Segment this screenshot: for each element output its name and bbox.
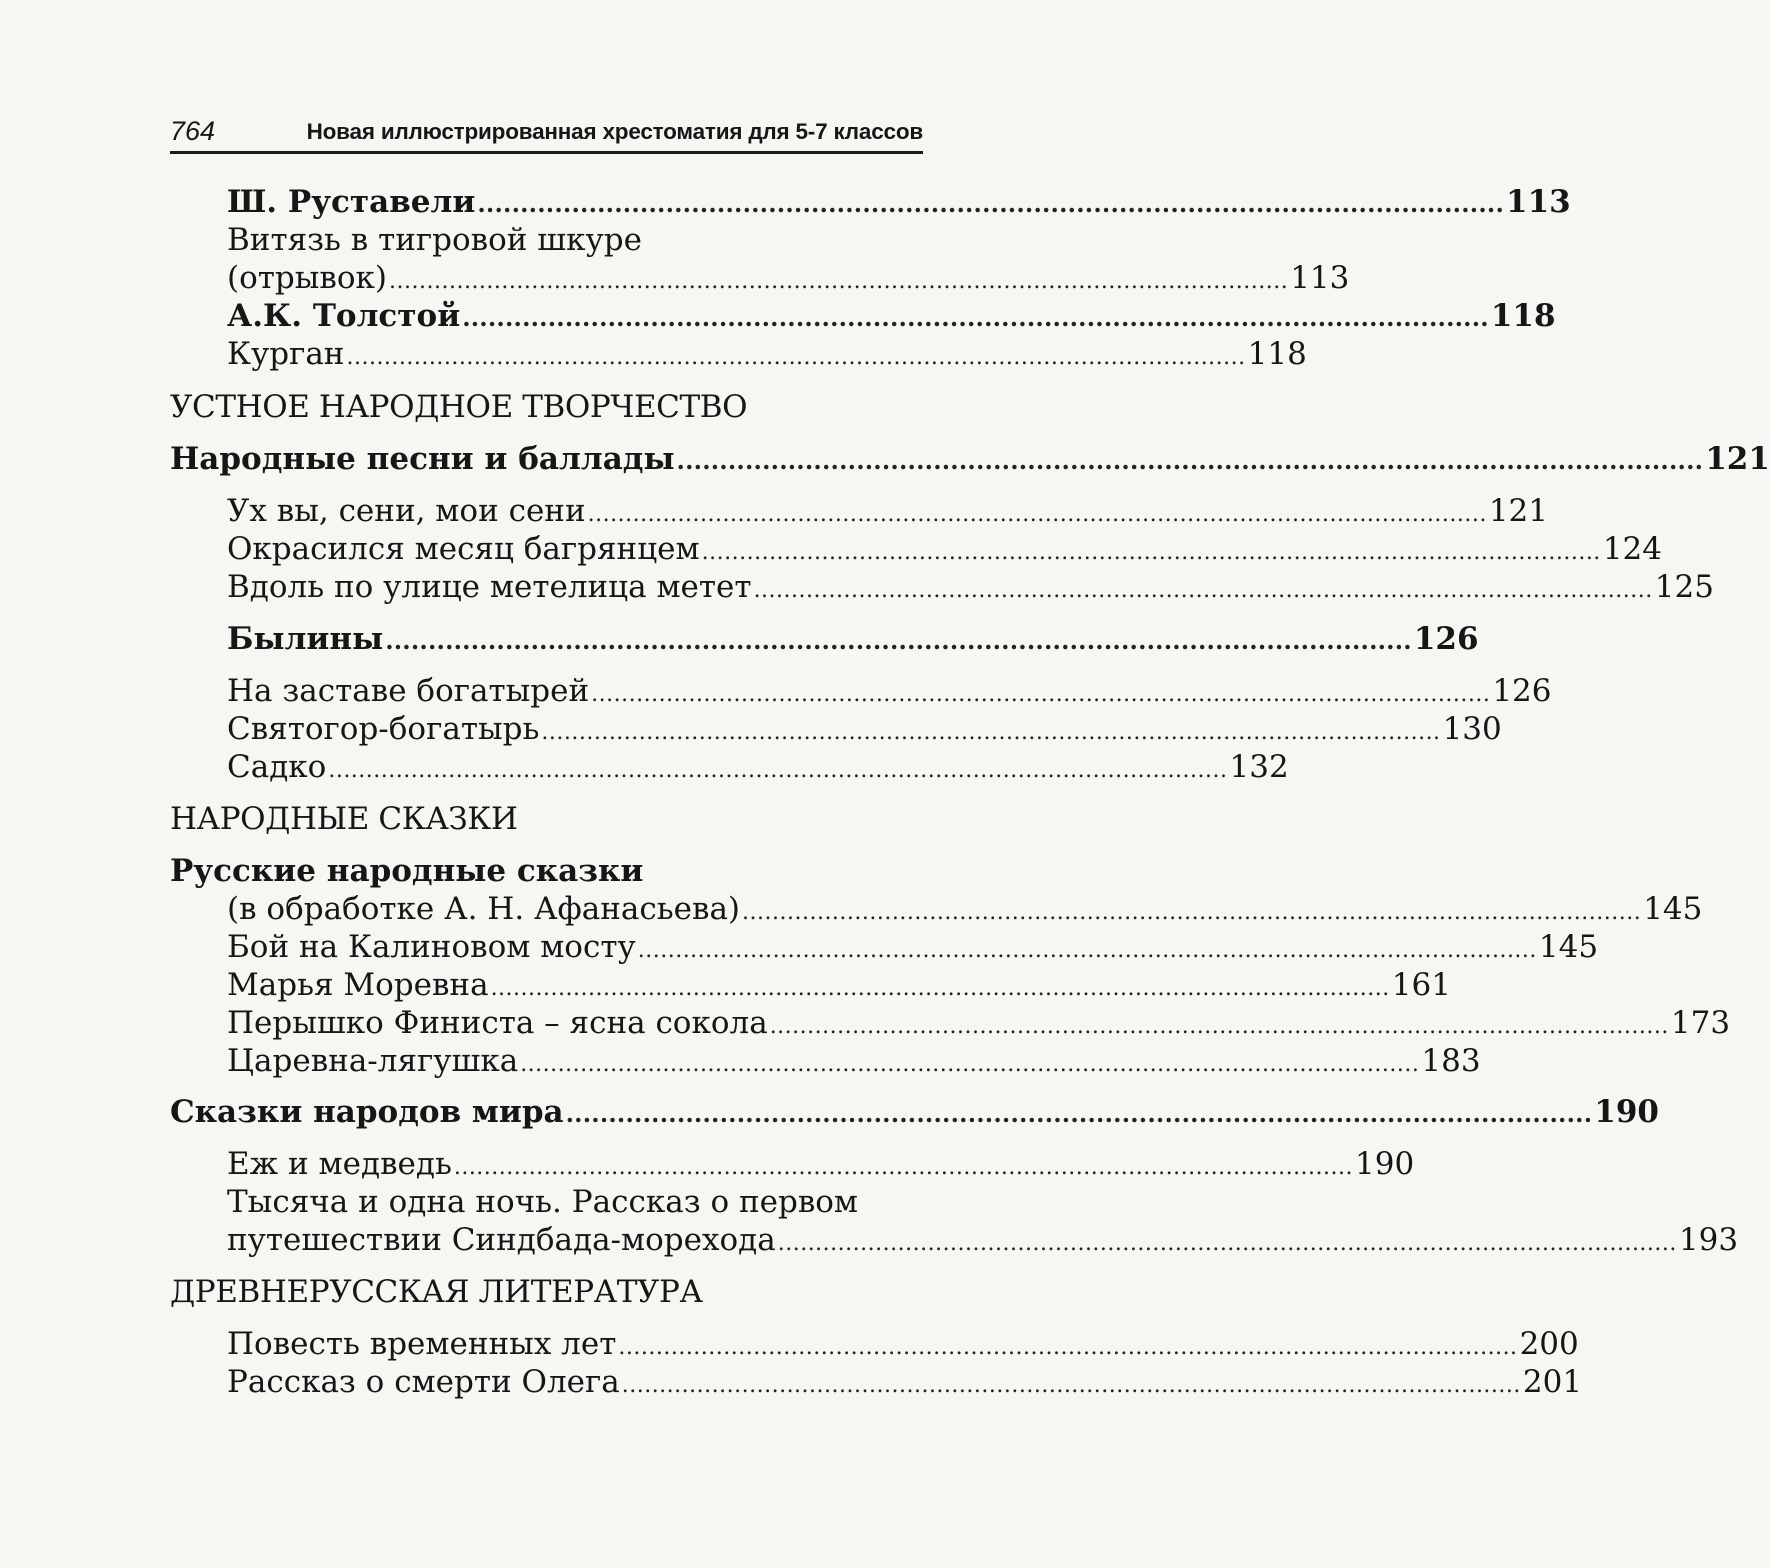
toc-entry-page: 145 [1643, 891, 1703, 927]
toc-entry-title: Рассказ о смерти Олега [227, 1364, 620, 1400]
toc-entry-page: 161 [1391, 967, 1451, 1003]
toc-entry-page: 200 [1519, 1326, 1579, 1362]
dot-leader: ........................................................................................................................ [462, 303, 1489, 332]
dot-leader: ........................................................................................................................ [490, 976, 1390, 1001]
toc-entry-title: Бой на Калиновом мосту [227, 929, 636, 965]
toc-entry-page: 173 [1670, 1005, 1731, 1041]
dot-leader: ........................................................................................................................ [328, 758, 1228, 783]
page-header [170, 114, 923, 154]
toc-entry-page: 124 [1602, 531, 1662, 567]
toc-entry-title-line[interactable]: Витязь в тигровой шкуре [227, 222, 642, 258]
toc-entry-povest-vremennykh-let[interactable] [227, 1324, 1579, 1364]
toc-entry-title: Повесть временных лет [227, 1326, 617, 1362]
toc-entry-title: Марья Моревна [227, 967, 489, 1003]
dot-leader: ........................................................................................................................ [591, 682, 1491, 707]
toc-entry-title: (в обработке А. Н. Афанасьева) [227, 891, 741, 927]
dot-leader: ........................................................................................................................ [637, 938, 1537, 963]
toc-entry-page: 118 [1247, 336, 1307, 372]
toc-entry-finist[interactable] [227, 1003, 1731, 1043]
toc-entry-page: 193 [1678, 1222, 1739, 1258]
dot-leader: ........................................................................................................................ [520, 1052, 1420, 1077]
toc-entry-title: Былины [227, 621, 384, 657]
toc-entry-title: Народные песни и баллады [170, 441, 675, 477]
toc-entry-ezh-i-medved[interactable] [227, 1144, 1415, 1184]
toc-entry-marya-morevna[interactable] [227, 965, 1451, 1005]
toc-entry-title: А.К. Толстой [227, 298, 461, 334]
toc-entry-title: Ух вы, сени, мои сени [227, 493, 586, 529]
toc-entry-page: 190 [1594, 1094, 1659, 1130]
toc-entry-na-zastave[interactable] [227, 671, 1552, 711]
toc-entry-title: (отрывок) [227, 260, 388, 296]
toc-entry-sadko[interactable] [227, 747, 1289, 787]
dot-leader: ........................................................................................................................ [618, 1335, 1518, 1360]
toc-entry-title: Курган [227, 336, 345, 372]
toc-entry-title: Святогор-богатырь [227, 711, 540, 747]
toc-entry-page: 130 [1442, 711, 1502, 747]
toc-entry-okrasilsya[interactable] [227, 529, 1662, 569]
toc-entry-page: 113 [1290, 260, 1350, 296]
section-heading-oral-folk: УСТНОЕ НАРОДНОЕ ТВОРЧЕСТВО [170, 389, 748, 425]
dot-leader: ........................................................................................................................ [777, 1231, 1677, 1256]
toc-entry-title: Вдоль по улице метелица метет [227, 569, 752, 605]
toc-entry-sindbad[interactable] [227, 1220, 1739, 1260]
dot-leader: ........................................................................................................................ [453, 1155, 1354, 1180]
toc-entry-author-rustaveli[interactable] [227, 182, 1571, 222]
dot-leader: ........................................................................................................................ [701, 540, 1601, 565]
dot-leader: ........................................................................................................................ [742, 900, 1642, 925]
toc-entry-title: Еж и медведь [227, 1146, 452, 1182]
dot-leader: ........................................................................................................................ [565, 1099, 1593, 1128]
section-heading-folk-tales: НАРОДНЫЕ СКАЗКИ [170, 801, 518, 837]
toc-entry-author-tolstoy[interactable] [227, 296, 1556, 336]
toc-entry-title-line[interactable]: Тысяча и одна ночь. Рассказ о первом [227, 1184, 859, 1220]
toc-entry-page: 132 [1229, 749, 1289, 785]
toc-entry-vdol-po-ulitse[interactable] [227, 567, 1714, 607]
dot-leader: ........................................................................................................................ [346, 345, 1246, 370]
toc-entry-byliny[interactable] [227, 619, 1479, 659]
toc-entry-boi-na-kalinovom[interactable] [227, 927, 1599, 967]
toc-entry-tsarevna-lyagushka[interactable] [227, 1041, 1481, 1081]
toc-entry-title: Сказки народов мира [170, 1094, 564, 1130]
toc-entry-ukh-vy-seni[interactable] [227, 491, 1548, 531]
toc-entry-title: На заставе богатырей [227, 673, 590, 709]
running-title: Новая иллюстрированная хрестоматия для 5-7 классов [306, 119, 923, 144]
toc-entry-folk-songs[interactable] [170, 439, 1770, 479]
section-heading-old-russian: ДРЕВНЕРУССКАЯ ЛИТЕРАТУРА [170, 1274, 703, 1310]
dot-leader: ........................................................................................................................ [389, 269, 1289, 294]
toc-entry-title: Садко [227, 749, 327, 785]
toc-entry-page: 121 [1705, 441, 1770, 477]
dot-leader: ........................................................................................................................ [753, 578, 1653, 603]
dot-leader: ........................................................................................................................ [477, 189, 1504, 218]
dot-leader: ........................................................................................................................ [587, 502, 1487, 527]
dot-leader: ........................................................................................................................ [621, 1373, 1521, 1398]
toc-entry-page: 126 [1413, 621, 1479, 657]
toc-entry-kurgan[interactable] [227, 334, 1307, 374]
toc-entry-page: 201 [1522, 1364, 1583, 1400]
toc-entry-title: Ш. Руставели [227, 184, 476, 220]
toc-entry-page: 183 [1421, 1043, 1481, 1079]
dot-leader: ........................................................................................................................ [769, 1014, 1669, 1039]
toc-entry-world-tales[interactable] [170, 1092, 1659, 1132]
toc-entry-title: путешествии Синдбада-морехода [227, 1222, 776, 1258]
page-number: 764 [170, 116, 216, 146]
toc-entry-smert-olega[interactable] [227, 1362, 1583, 1402]
toc-entry-title: Царевна-лягушка [227, 1043, 519, 1079]
toc-entry-page: 145 [1538, 929, 1599, 965]
toc-entry-vityaz[interactable] [227, 258, 1350, 298]
toc-entry-page: 121 [1488, 493, 1548, 529]
dot-leader: ........................................................................................................................ [541, 720, 1441, 745]
toc-entry-page: 113 [1506, 184, 1571, 220]
dot-leader: ........................................................................................................................ [385, 626, 1412, 655]
toc-entry-svyatogor[interactable] [227, 709, 1502, 749]
toc-entry-title: Окрасился месяц багрянцем [227, 531, 700, 567]
toc-entry-russian-tales-heading[interactable]: Русские народные сказки [170, 853, 644, 889]
toc-entry-title: Перышко Финиста – ясна сокола [227, 1005, 768, 1041]
toc-entry-page: 190 [1355, 1146, 1415, 1182]
toc-entry-afanasyev[interactable] [227, 889, 1703, 929]
dot-leader: ........................................................................................................................ [676, 446, 1704, 475]
toc-entry-page: 126 [1492, 673, 1552, 709]
toc-entry-page: 118 [1490, 298, 1556, 334]
toc-entry-page: 125 [1654, 569, 1714, 605]
